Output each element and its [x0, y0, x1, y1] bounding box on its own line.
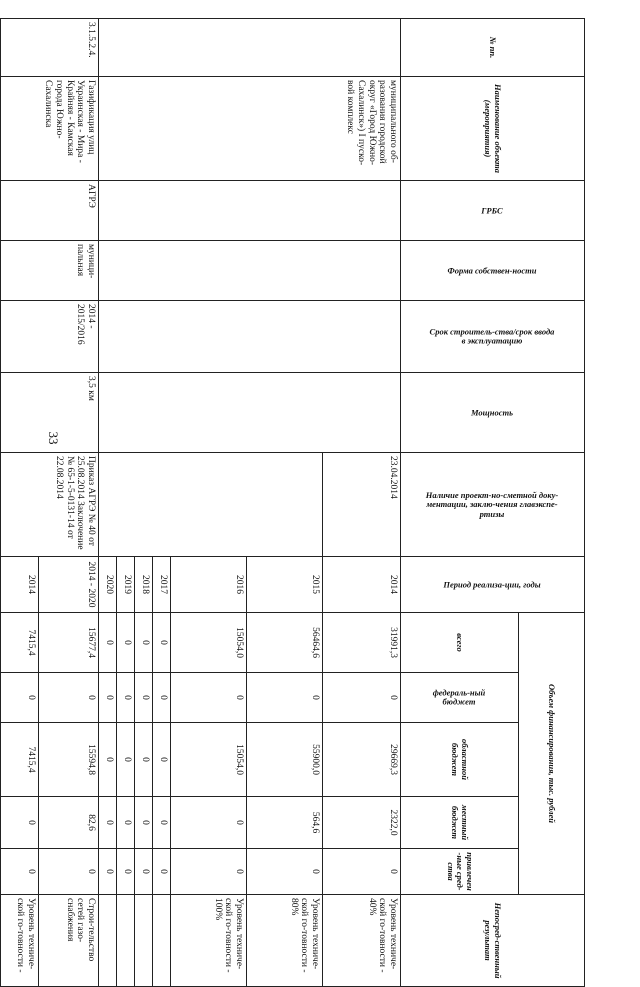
header-build-period: Срок строитель-ства/срок ввода в эксплуатацию	[401, 301, 585, 373]
cell-local: 0	[153, 797, 171, 849]
cell-federal: 0	[135, 673, 153, 723]
header-financing-group: Объем финансирования, тыс. рублей	[519, 613, 585, 895]
cell-period: 2017	[153, 557, 171, 613]
cell-design-docs	[99, 453, 323, 557]
cell-regional: 15054,0	[171, 723, 247, 797]
cell-period: 2019	[117, 557, 135, 613]
cell-result	[135, 895, 153, 987]
cell-federal: 0	[323, 673, 401, 723]
header-total: всего	[401, 613, 519, 673]
header-result: Непосред-ственный результат	[401, 895, 585, 987]
cell-federal: 0	[99, 673, 117, 723]
cell-result	[153, 895, 171, 987]
cell-result: Уровень техниче-ской го-товности -	[1, 895, 39, 987]
header-federal: федераль-ный бюджет	[401, 673, 519, 723]
cell-local: 2322,0	[323, 797, 401, 849]
cell-attracted: 0	[1, 849, 39, 895]
cell-result: Строи-тельство сетей газо-снабжения	[39, 895, 99, 987]
cell-regional: 0	[99, 723, 117, 797]
cell-regional: 29669,3	[323, 723, 401, 797]
cell-ownership	[99, 241, 401, 301]
header-name: Наименование объекта (мероприятия)	[401, 77, 585, 181]
cell-result	[117, 895, 135, 987]
cell-period: 2014 - 2020	[39, 557, 99, 613]
header-regional: областной бюджет	[401, 723, 519, 797]
cell-result: Уровень техниче-ской го-товности - 40%	[323, 895, 401, 987]
cell-total: 15054,0	[171, 613, 247, 673]
cell-period: 2015	[247, 557, 323, 613]
cell-regional: 15594,8	[39, 723, 99, 797]
cell-local: 0	[99, 797, 117, 849]
cell-local: 82,6	[39, 797, 99, 849]
cell-result: Уровень техниче-ской го-товности - 80%	[247, 895, 323, 987]
cell-regional: 7415,4	[1, 723, 39, 797]
cell-design-docs: Приказ АГРЭ № 40 от 25.08.2014 Заключение № 65-1-5-0131-14 от 22.08.2014	[1, 453, 99, 557]
cell-attracted: 0	[323, 849, 401, 895]
cell-object-name: муниципального об-разования городской округ «Город Южно-Сахалинск») I пуско-вой комплекс	[99, 77, 401, 181]
cell-total: 31991,3	[323, 613, 401, 673]
cell-period: 2018	[135, 557, 153, 613]
header-no: № пп.	[401, 19, 585, 77]
investment-table	[0, 18, 585, 987]
header-local: местный бюджет	[401, 797, 519, 849]
cell-result: Уровень техниче-ской го-товности - 100%	[171, 895, 247, 987]
header-attracted: привлечен-ные сред-ства	[401, 849, 519, 895]
cell-object-name: Газификация улиц Украинская - Мира - Крайняя - Камская города Южно-Сахалинска	[1, 77, 99, 181]
header-period: Период реализа-ции, годы	[401, 557, 585, 613]
cell-period: 2014	[1, 557, 39, 613]
cell-attracted: 0	[135, 849, 153, 895]
cell-attracted: 0	[247, 849, 323, 895]
cell-total: 0	[135, 613, 153, 673]
cell-capacity: 3,5 км	[1, 373, 99, 453]
header-row-1	[519, 19, 585, 987]
cell-local: 0	[117, 797, 135, 849]
table-row	[323, 19, 401, 987]
cell-local: 0	[171, 797, 247, 849]
cell-attracted: 0	[39, 849, 99, 895]
cell-build-period: 2014 - 2015/2016	[1, 301, 99, 373]
cell-federal: 0	[39, 673, 99, 723]
cell-period: 2020	[99, 557, 117, 613]
cell-regional: 0	[135, 723, 153, 797]
page-number: 33	[46, 431, 61, 445]
cell-attracted: 0	[171, 849, 247, 895]
cell-total: 0	[117, 613, 135, 673]
cell-federal: 0	[247, 673, 323, 723]
cell-local: 0	[1, 797, 39, 849]
cell-no: 3.1.5.2.4.	[1, 19, 99, 77]
cell-design-docs: 23.04.2014	[323, 453, 401, 557]
cell-period: 2014	[323, 557, 401, 613]
cell-total: 7415,4	[1, 613, 39, 673]
cell-total: 15677,4	[39, 613, 99, 673]
table-row	[39, 19, 99, 987]
cell-attracted: 0	[99, 849, 117, 895]
cell-grbs	[99, 181, 401, 241]
cell-no	[99, 19, 401, 77]
cell-local: 0	[135, 797, 153, 849]
cell-federal: 0	[1, 673, 39, 723]
cell-regional: 0	[153, 723, 171, 797]
cell-capacity	[99, 373, 401, 453]
cell-ownership: муници-пальная	[1, 241, 99, 301]
header-grbs: ГРБС	[401, 181, 585, 241]
cell-total: 56464,6	[247, 613, 323, 673]
cell-attracted: 0	[153, 849, 171, 895]
cell-federal: 0	[117, 673, 135, 723]
cell-regional: 55900,0	[247, 723, 323, 797]
cell-result	[99, 895, 117, 987]
cell-grbs: АГРЭ	[1, 181, 99, 241]
cell-attracted: 0	[117, 849, 135, 895]
cell-total: 0	[99, 613, 117, 673]
cell-period: 2016	[171, 557, 247, 613]
cell-local: 564,6	[247, 797, 323, 849]
header-ownership: Форма собствен-ности	[401, 241, 585, 301]
cell-regional: 0	[117, 723, 135, 797]
cell-federal: 0	[153, 673, 171, 723]
header-design-docs: Наличие проект-но-сметной доку-ментации, заклю-чения главэкспе-ртизы	[401, 453, 585, 557]
cell-build-period	[99, 301, 401, 373]
cell-federal: 0	[171, 673, 247, 723]
header-capacity: Мощность	[401, 373, 585, 453]
cell-total: 0	[153, 613, 171, 673]
